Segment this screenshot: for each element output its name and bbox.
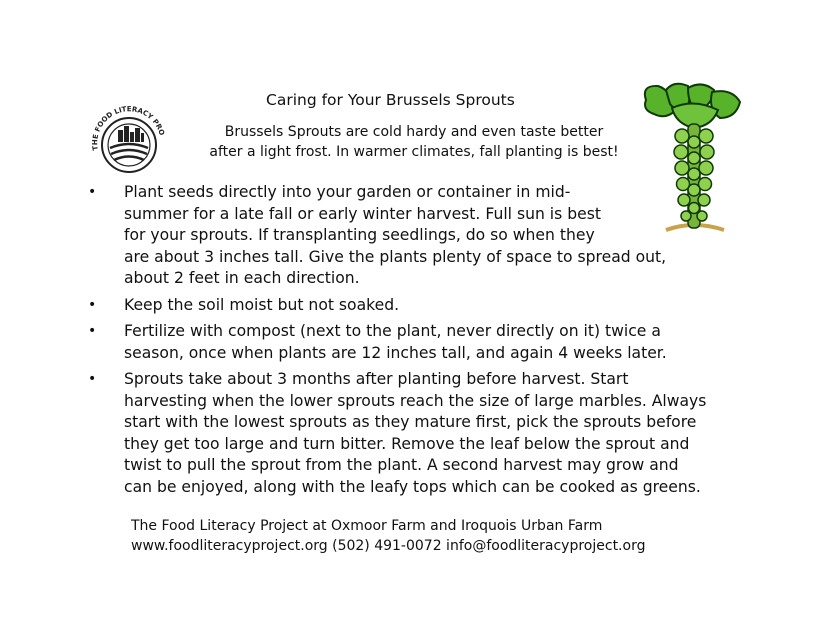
farm-logo-icon [86, 100, 172, 186]
bullet-marker: • [88, 184, 97, 200]
list-item-line: start with the lowest sprouts as they mature first, pick the sprouts before [124, 413, 697, 431]
list-item-line: are about 3 inches tall. Give the plants plenty of space to spread out, [124, 247, 667, 266]
list-item [88, 182, 748, 290]
list-item-line: Sprouts take about 3 months after planting before harvest. Start [124, 370, 629, 388]
contact-footer [131, 516, 645, 556]
list-item-line: Plant seeds directly into your garden or container in mid- [124, 183, 571, 201]
footer-organization: The Food Literacy Project at Oxmoor Farm and Iroquois Urban Farm [131, 518, 603, 534]
list-item [88, 295, 748, 317]
list-item-line: can be enjoyed, along with the leafy tops which can be cooked as greens. [124, 477, 701, 496]
bullet-marker: • [88, 296, 97, 313]
list-item-line: about 2 feet in each direction. [124, 269, 360, 287]
list-item [88, 321, 748, 364]
list-item-line: twist to pull the sprout from the plant. A second harvest may grow and [124, 456, 679, 474]
bullet-marker: • [88, 323, 97, 339]
list-item-line: they get too large and turn bitter. Remove the leaf below the sprout and [124, 434, 690, 453]
care-instructions-list [88, 182, 748, 503]
food-literacy-project-logo [86, 100, 172, 186]
logo-text: THE FOOD LITERACY PRO [91, 105, 166, 151]
list-item-line: harvesting when the lower sprouts reach the size of large marbles. Always [124, 391, 707, 410]
list-item-line: Keep the soil moist but not soaked. [124, 295, 400, 314]
page-title: Caring for Your Brussels Sprouts [266, 91, 515, 109]
list-item-line: Fertilize with compost (next to the plant, never directly on it) twice a [124, 322, 661, 340]
list-item-line: season, once when plants are 12 inches tall, and again 4 weeks later. [124, 343, 667, 362]
bullet-marker: • [88, 371, 97, 387]
footer-contact: www.foodliteracyproject.org (502) 491-0072 info@foodliteracyproject.org [131, 538, 646, 554]
list-item-line: for your sprouts. If transplanting seedlings, do so when they [124, 226, 595, 244]
list-item [88, 369, 748, 498]
list-item-line: summer for a late fall or early winter harvest. Full sun is best [124, 204, 601, 223]
intro-line: after a light frost. In warmer climates, fall planting is best! [209, 144, 619, 160]
intro-text [190, 122, 638, 162]
intro-line: Brussels Sprouts are cold hardy and even taste better [224, 124, 604, 140]
